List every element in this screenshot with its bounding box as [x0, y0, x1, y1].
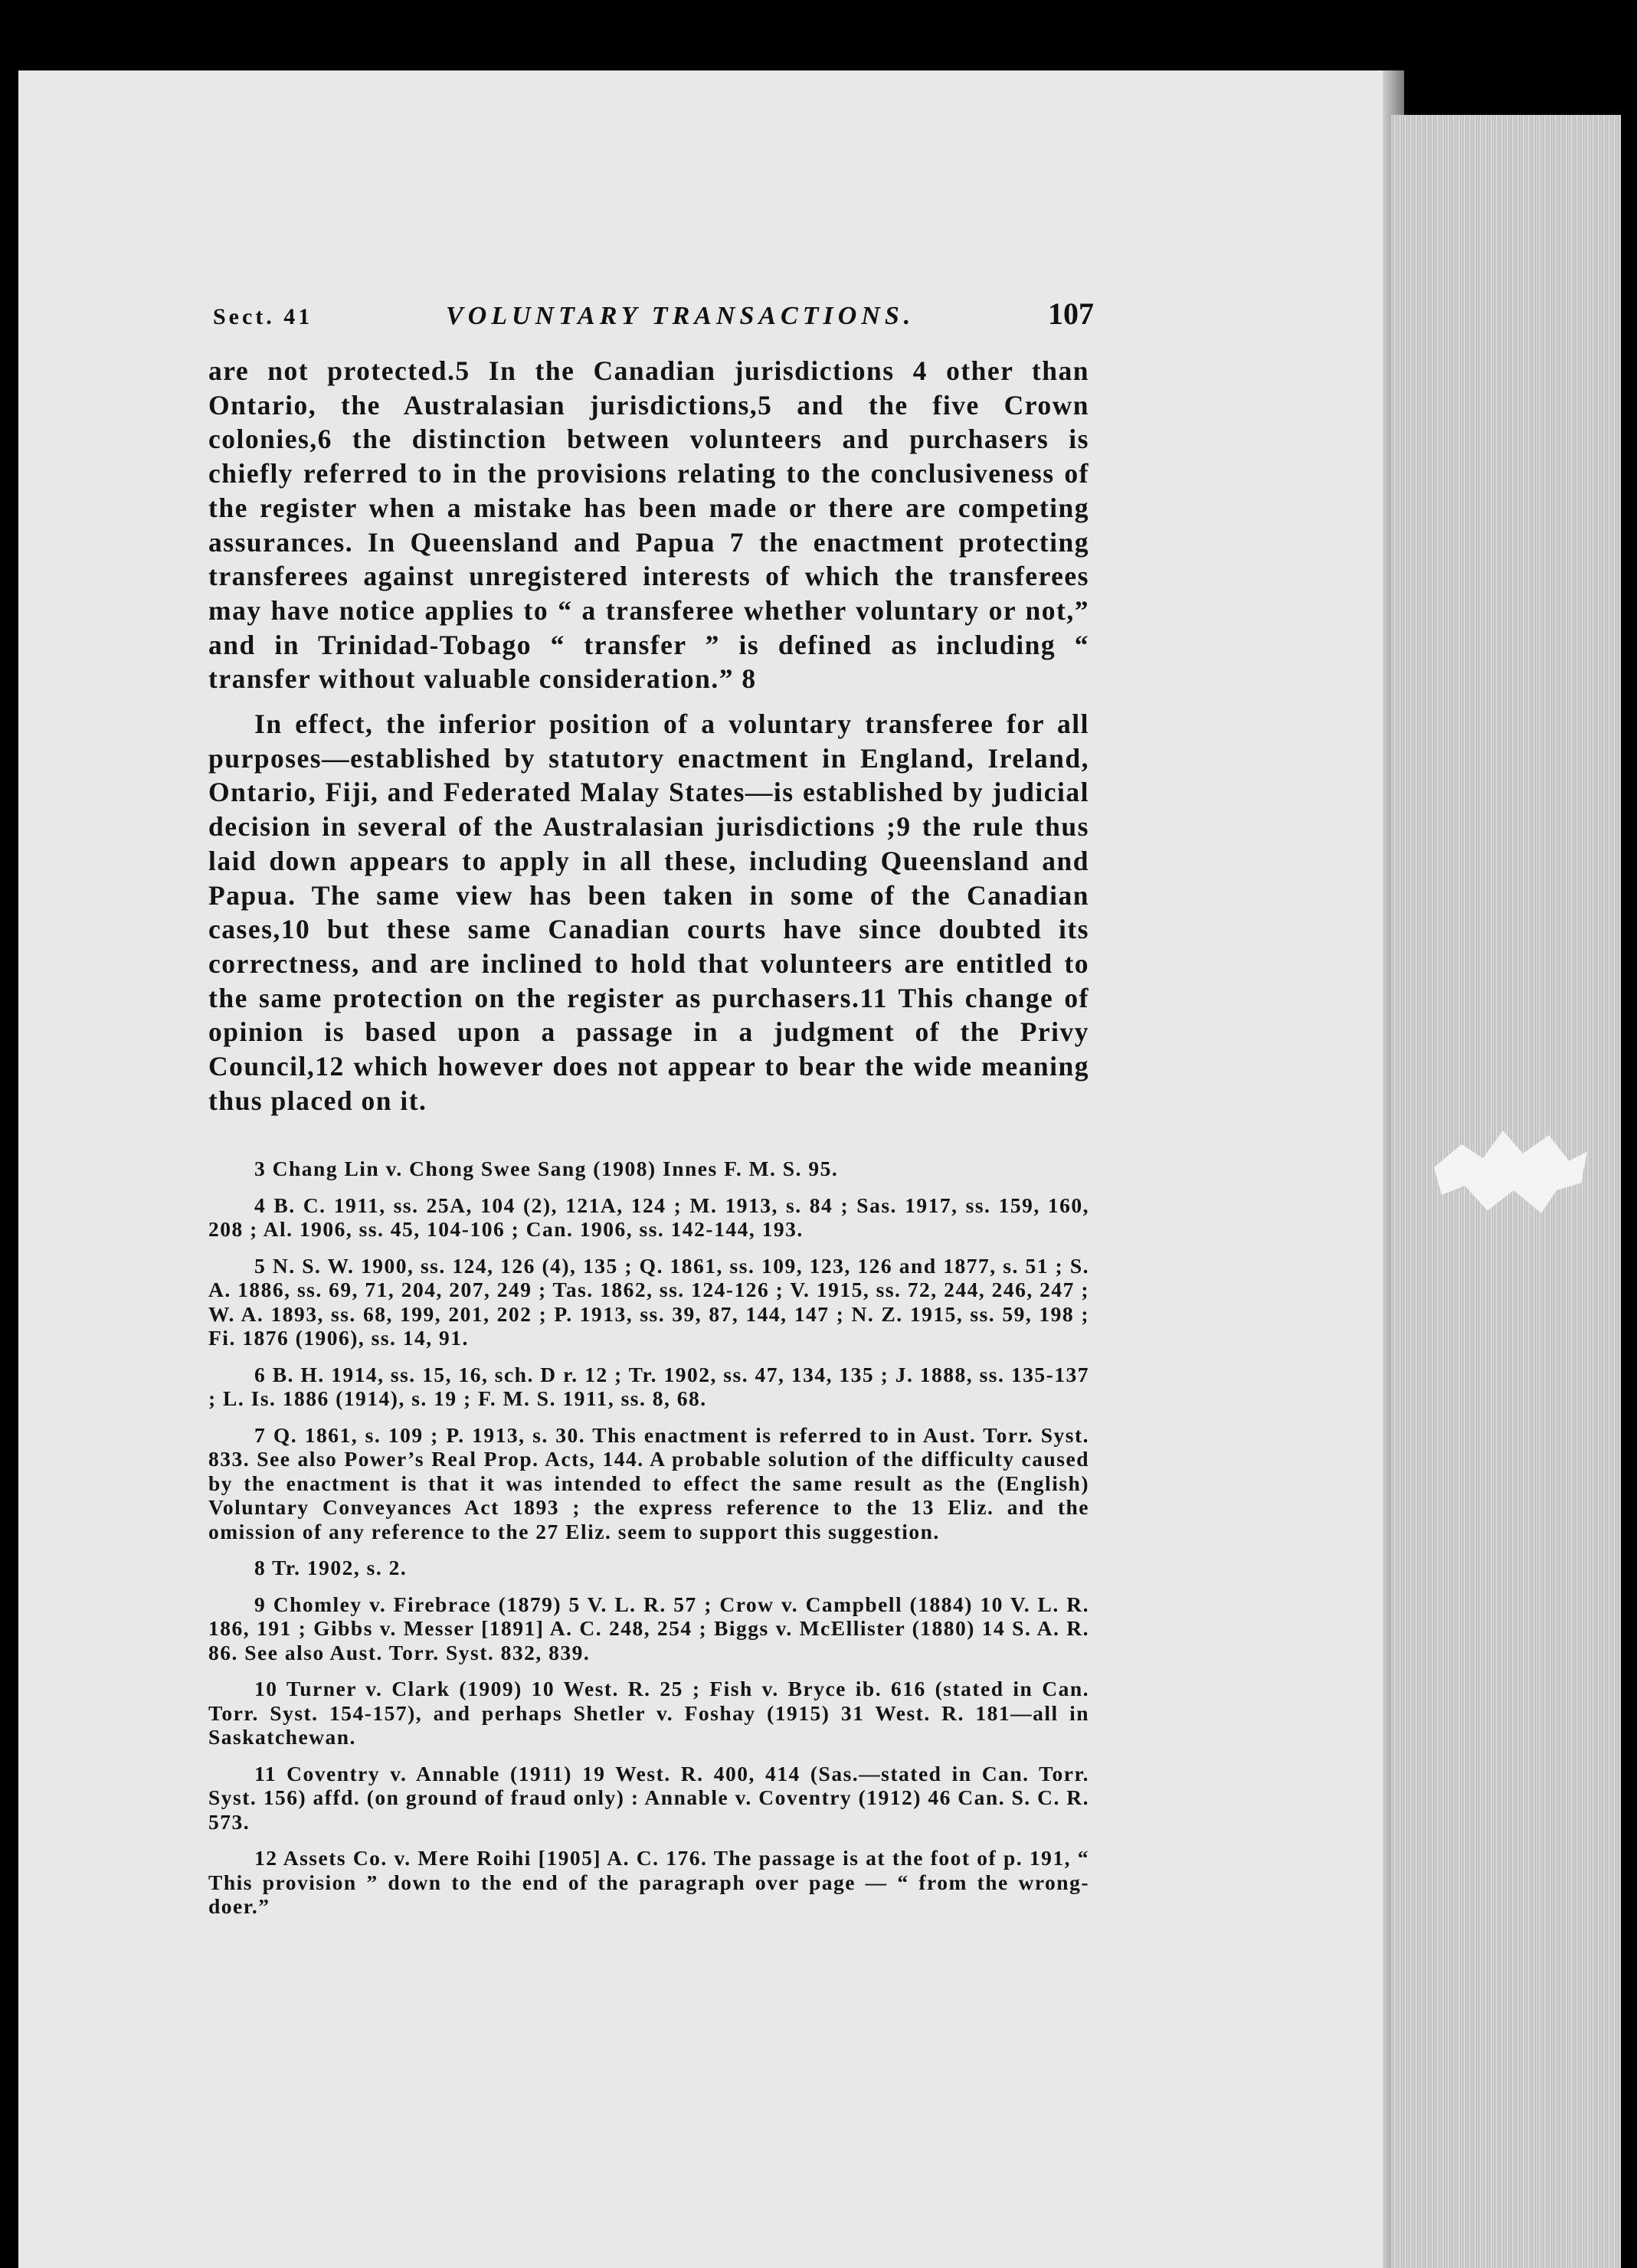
footnote: 5 N. S. W. 1900, ss. 124, 126 (4), 135 ; Q. 1861, ss. 109, 123, 126 and 1877, s. 51 ; S. A. 1886, ss. 69, 71, 204, 207, 249 ; Tas. 1862, ss. 124-126 ; V. 1915, ss. 72, 244, 246, 247 ; W. A. 1893, ss. 68, 199, 201, 202 ; P. 1913, ss. 39, 87, 144, 147 ; N. Z. 1915, ss. 59, 198 ; Fi. 1876 (1906), ss. 14, 91. [208, 1253, 1089, 1350]
footnote: 7 Q. 1861, s. 109 ; P. 1913, s. 30. This enactment is referred to in Aust. Torr. Syst. 833. See also Power’s Real Prop. Acts, 144. A probable solution of the difficulty caused by the enactment is that it was intended to effect the same result as the (English) Voluntary Conveyances Act 1893 ; the express reference to the 13 Eliz. and the omission of any reference to the 27 Eliz. seem to support this suggestion. [208, 1422, 1089, 1543]
running-header [213, 296, 1094, 342]
body-paragraph: are not protected.5 In the Canadian jurisdictions 4 other than Ontario, the Australasian jurisdictions,5 and the five Crown colonies,6 the distinction between volunteers and purchasers is chiefly referred to in the provisions relating to the conclusiveness of the register when a mistake has been made or there are competing assurances. In Queensland and Papua 7 the enactment protecting transferees against unregistered interests of which the transferees may have notice applies to “ a transferee whether voluntary or not,” and in Trinidad-Tobago “ transfer ” is defined as including “ transfer without valuable consideration.” 8 [208, 355, 1089, 695]
footnote: 10 Turner v. Clark (1909) 10 West. R. 25 ; Fish v. Bryce ib. 616 (stated in Can. Torr. Syst. 154-157), and perhaps Shetler v. Foshay (1915) 31 West. R. 181—all in Saskatchewan. [208, 1677, 1089, 1749]
running-title: VOLUNTARY TRANSACTIONS. [446, 302, 915, 330]
page-number: 107 [1048, 296, 1094, 331]
footnotes [208, 1157, 1089, 1931]
footnote: 11 Coventry v. Annable (1911) 19 West. R. 400, 414 (Sas.—stated in Can. Torr. Syst. 156) affd. (on ground of fraud only) : Annable v. Coventry (1912) 46 Can. S. C. R. 573. [208, 1761, 1089, 1834]
footnote: 6 B. H. 1914, ss. 15, 16, sch. D r. 12 ; Tr. 1902, ss. 47, 134, 135 ; J. 1888, ss. 135-137 ; L. Is. 1886 (1914), s. 19 ; F. M. S. 1911, ss. 8, 68. [208, 1362, 1089, 1410]
footnote: 8 Tr. 1902, s. 2. [254, 1556, 408, 1579]
footnote: 12 Assets Co. v. Mere Roihi [1905] A. C. 176. The passage is at the foot of p. 191, “ This provision ” down to the end of the paragraph over page — “ from the wrong-doer.” [208, 1846, 1089, 1918]
footnote: 9 Chomley v. Firebrace (1879) 5 V. L. R. 57 ; Crow v. Campbell (1884) 10 V. L. R. 186, 191 ; Gibbs v. Messer [1891] A. C. 248, 254 ; Biggs v. McEllister (1880) 14 S. A. R. 86. See also Aust. Torr. Syst. 832, 839. [208, 1592, 1089, 1664]
body-paragraph: In effect, the inferior position of a voluntary transferee for all purposes—established by statutory enactment in England, Ireland, Ontario, Fiji, and Federated Malay States—is established by judicial decision in several of the Australasian jurisdictions ;9 the rule thus laid down appears to apply in all these, including Queensland and Papua. The same view has been taken in some of the Canadian cases,10 but these same Canadian courts have since doubted its correctness, and are inclined to hold that volunteers are entitled to the same protection on the register as purchasers.11 This change of opinion is based upon a passage in a judgment of the Privy Council,12 which however does not appear to bear the wide meaning thus placed on it. [208, 709, 1089, 1116]
footnote: 4 B. C. 1911, ss. 25A, 104 (2), 121A, 124 ; M. 1913, s. 84 ; Sas. 1917, ss. 159, 160, 208 ; Al. 1906, ss. 45, 104-106 ; Can. 1906, ss. 142-144, 193. [208, 1193, 1089, 1241]
main-text [208, 354, 1089, 1118]
footnote: 3 Chang Lin v. Chong Swee Sang (1908) Innes F. M. S. 95. [254, 1157, 839, 1180]
section-reference: Sect. 41 [213, 304, 313, 329]
